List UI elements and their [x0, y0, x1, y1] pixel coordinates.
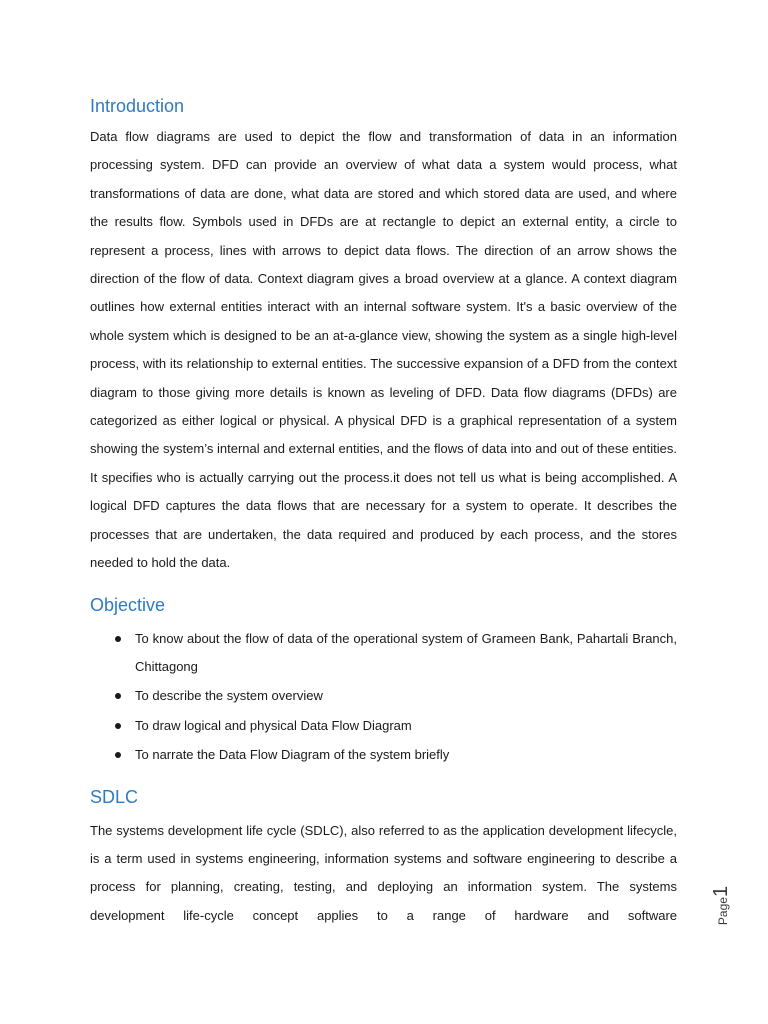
list-item-text: To draw logical and physical Data Flow Diagram [135, 717, 412, 733]
introduction-heading: Introduction [90, 96, 185, 116]
list-item-text: To narrate the Data Flow Diagram of the system briefly [135, 747, 450, 763]
introduction-paragraph: Data flow diagrams are used to depict the flow and transformation of data in an information processing system. DFD can provide an overview of what data a system would process, what transformations of data are done, what data are stored and which stored data are used, and where the results flow. Symbols used in DFDs are at rectangle to depict an external entity, a circle to represent a process, lines with arrows to depict data flows. The direction of an arrow shows the direction of the flow of data. Context diagram gives a broad overview at a glance. A context diagram outlines how external entities interact with an internal software system. It's a basic overview of the whole system which is designed to be an at-a-glance view, showing the system as a single high-level process, with its relationship to external entities. The successive expansion of a DFD from the context diagram to those giving more details is known as leveling of DFD. Data flow diagrams (DFDs) are categorized as either logical or physical. A physical DFD is a graphical representation of a system showing the system’s internal and external entities, and the flows of data into and out of these entities. It specifies who is actually carrying out the process.it does not tell us what is being accomplished. A logical DFD captures the data flows that are necessary for a system to operate. It describes the processes that are undertaken, the data required and produced by each process, and the stores needed to hold the data. [90, 129, 677, 571]
sdlc-paragraph: The systems development life cycle (SDLC), also referred to as the application development lifecycle, is a term used in systems engineering, information systems and software engineering to describe a process for planning, creating, testing, and deploying an information system. The systems development life-cycle concept applies to a range of hardware and software [90, 822, 677, 923]
list-item-text: To describe the system overview [135, 688, 323, 704]
bullet-icon [115, 636, 121, 642]
list-item [90, 625, 677, 682]
page-number-footer [710, 880, 736, 928]
bullet-icon [115, 723, 121, 729]
objective-section [90, 590, 677, 770]
sdlc-heading: SDLC [90, 786, 139, 807]
list-item-text: To know about the flow of data of the operational system of Grameen Bank, Pahartali Branch, Chittagong [135, 630, 677, 674]
page-number: 1 [710, 885, 733, 898]
sdlc-section [90, 782, 677, 931]
page-content [90, 90, 677, 930]
introduction-section [90, 91, 677, 578]
list-item [90, 741, 677, 769]
objective-list [90, 625, 677, 770]
page-number-rotated [710, 886, 733, 925]
bullet-icon [115, 752, 121, 758]
list-item [90, 712, 677, 740]
list-item [90, 682, 677, 710]
bullet-icon [115, 693, 121, 699]
objective-heading: Objective [90, 594, 166, 615]
page-label: Page [716, 897, 731, 926]
